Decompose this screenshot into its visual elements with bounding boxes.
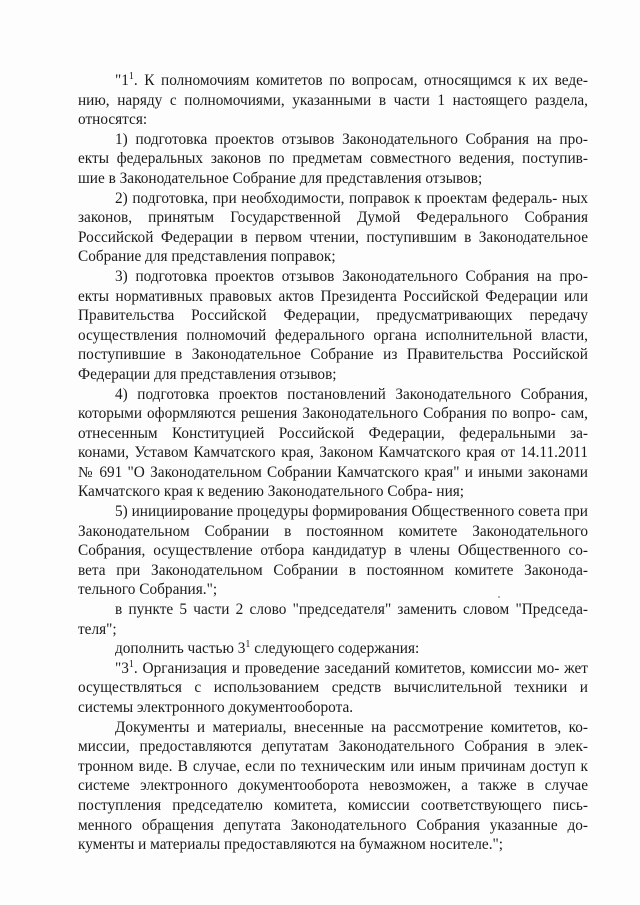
paragraph-8-text: следующего содержания: — [250, 640, 420, 658]
paragraph-2: 1) подготовка проектов отзывов Законодательного Собрания на про- екты федеральных законов по предметам совместного ведения, поступив- шие в Законодательное Собрание для представления отзывов; — [78, 130, 588, 187]
superscript: 1 — [245, 639, 251, 651]
paragraph-9 — [78, 659, 588, 718]
paragraph-10: Документы и материалы, внесенные на рассмотрение комитетов, ко- миссии, предоставляются депутатам Законодательного Собрания в элек- тронном виде. В случае, если по техническим или иным причинам доступ к системе электронного документооборота невозможен, а также в случае поступления председателю комитета, комиссии соответствующего пись- менного обращения депутата Законодательного Собрания указанные до- кументы и материалы предоставляются на бумажном носителе."; — [78, 718, 588, 854]
paragraph-1-start: "1 — [115, 72, 129, 89]
paragraph-9-text: . Организация и проведение заседаний комитетов, комиссии мо- жет осуществляться с использованием средств вычислительной техники и системы электронного документооборота. — [78, 659, 588, 716]
paragraph-8 — [78, 639, 588, 659]
paragraph-3: 2) подготовка, при необходимости, поправок к проектам федераль- ных законов, принятым Государственной Думой Федерального Собрания Российской Федерации в первом чтении, поступившим в Законодательное Собрание для представления поправок; — [78, 189, 588, 266]
paragraph-1 — [78, 71, 588, 130]
scan-speck — [498, 596, 500, 598]
paragraph-5: 4) подготовка проектов постановлений Законодательного Собрания, которыми оформляются решения Законодательного Собрания по вопро- сам, отнесенным Конституцией Российской Федерации, федеральными за- конами, Уставом Камчатского края, Законом Камчатского края от 14.11.2011 № 691 "О Законодательном Собрании Камчатского края" и иными законами Камчатского края к ведению Законодательного Собра- ния; — [78, 385, 588, 501]
paragraph-1-text: . К полномочиям комитетов по вопросам, относящимся к их веде- нию, наряду с полномочиями, указанными в части 1 настоящего раздела, относятся: — [78, 72, 588, 129]
paragraph-4: 3) подготовка проектов отзывов Законодательного Собрания на про- екты нормативных правовых актов Президента Российской Федерации или Правительства Российской Федерации, предусматривающих передачу осуществления полномочий федерального органа исполнительной власти, поступившие в Законодательное Собрание из Правительства Российской Федерации для представления отзывов; — [78, 267, 588, 383]
superscript: 1 — [128, 658, 134, 670]
paragraph-8-start: дополнить частью 3 — [115, 640, 246, 658]
paragraph-9-start: "3 — [115, 659, 129, 677]
superscript: 1 — [128, 71, 134, 82]
paragraph-6: 5) инициирование процедуры формирования Общественного совета при Законодательном Собрании в постоянном комитете Законодательного Собрания, осуществление отбора кандидатур в члены Общественного со- вета при Законодательном Собрании в постоянном комитете Законода- тельного Собрания."; — [78, 503, 588, 599]
paragraph-7: в пункте 5 части 2 слово "председателя" заменить словом "Председа- теля"; — [78, 601, 588, 638]
